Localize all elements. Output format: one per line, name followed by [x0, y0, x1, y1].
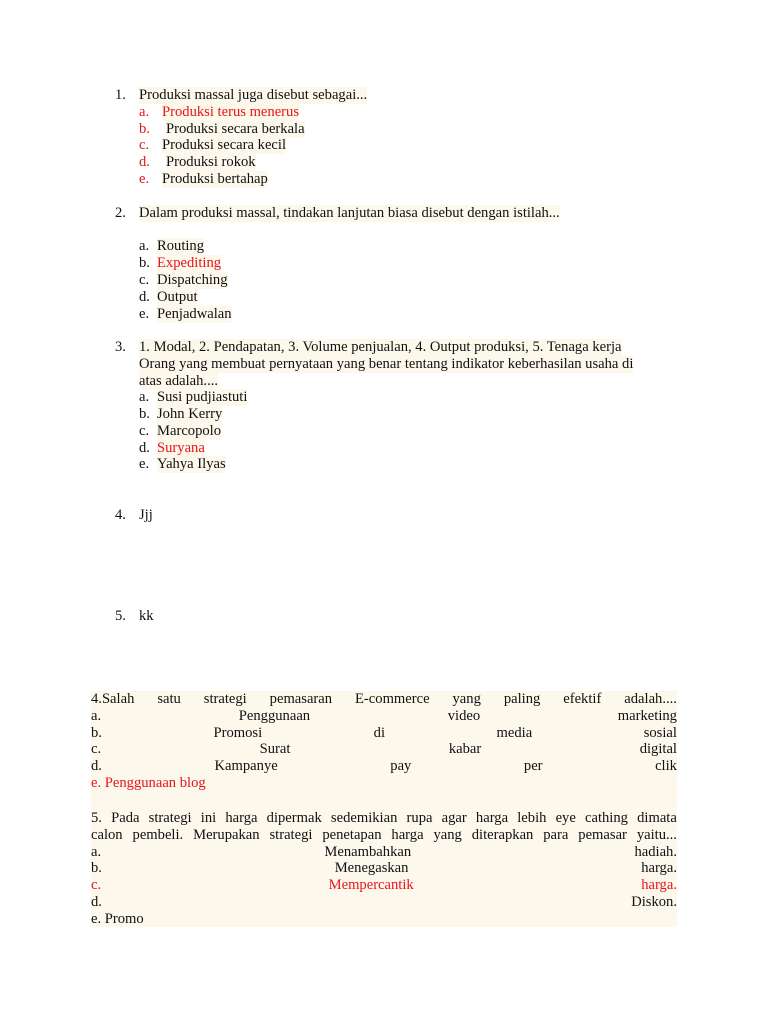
- word: b.: [91, 860, 102, 877]
- option-b: [91, 725, 677, 742]
- word: Menambahkan: [324, 843, 412, 860]
- word: di: [373, 724, 385, 741]
- word: c.: [91, 877, 102, 894]
- word: per: [523, 758, 543, 775]
- word: video: [447, 707, 481, 724]
- option-d: [91, 758, 677, 775]
- option-c: [91, 741, 677, 758]
- word: efektif: [563, 691, 602, 707]
- option-a-answer: Produksi terus menerus: [162, 104, 300, 120]
- word: yang: [433, 826, 462, 843]
- question-text: Dalam produksi massal, tindakan lanjutan biasa disebut dengan istilah...: [139, 205, 560, 221]
- word: Pada: [111, 810, 140, 826]
- question-block-5: [91, 809, 677, 927]
- word: harga.: [641, 860, 677, 877]
- word: Kampanye: [214, 758, 278, 775]
- word: pembeli.: [132, 826, 184, 843]
- option-letter: e.: [139, 456, 150, 472]
- option-b: [91, 860, 677, 877]
- option-letter: a.: [139, 104, 150, 120]
- option-letter: d.: [139, 289, 150, 305]
- question-text-line-1: 1. Modal, 2. Pendapatan, 3. Volume penjualan, 4. Output produksi, 5. Tenaga kerja: [139, 339, 622, 355]
- question-stem-line-1: [91, 810, 677, 827]
- word: diterapkan: [471, 826, 534, 843]
- word: para: [543, 826, 569, 843]
- word: yang: [452, 691, 481, 707]
- word: pay: [390, 758, 412, 775]
- word: Promosi: [213, 724, 263, 741]
- question-text: Produksi massal juga disebut sebagai...: [139, 87, 368, 103]
- option-a: [91, 844, 677, 861]
- option-letter: d.: [139, 154, 150, 170]
- word: satu: [157, 691, 181, 707]
- question-number: 4.: [115, 507, 126, 523]
- word: a.: [91, 707, 102, 724]
- question-stem: [91, 691, 677, 708]
- option-e: [91, 911, 677, 928]
- word: harga.: [641, 877, 677, 894]
- option-d: [91, 894, 677, 911]
- word: Merupakan: [193, 826, 260, 843]
- word: dimata: [637, 810, 677, 826]
- word: digital: [639, 741, 677, 758]
- word: strategi: [269, 826, 313, 843]
- option-b-answer: Expediting: [157, 255, 222, 271]
- word: hadiah.: [634, 843, 677, 860]
- word: sosial: [643, 724, 677, 741]
- option-b: John Kerry: [157, 406, 223, 422]
- question-number: 1.: [115, 87, 126, 103]
- word: Mempercantik: [328, 877, 414, 894]
- word: d.: [91, 893, 102, 910]
- word: Menegaskan: [334, 860, 409, 877]
- option-letter: c.: [139, 137, 150, 153]
- word: Diskon.: [631, 893, 677, 910]
- option-e: Yahya Ilyas: [157, 456, 226, 472]
- option-d-answer: Suryana: [157, 440, 205, 456]
- option-letter: e.: [139, 171, 150, 187]
- word: d.: [91, 758, 102, 775]
- question-text-line-3: atas adalah....: [139, 373, 219, 389]
- word: adalah....: [624, 691, 677, 707]
- word: rupa: [406, 810, 433, 826]
- word: kabar: [448, 741, 482, 758]
- option-e-answer: [91, 775, 677, 792]
- question-stem-line-2: [91, 827, 677, 844]
- option-d: Produksi rokok: [166, 154, 256, 170]
- word: ini: [200, 810, 217, 826]
- question-number: 5.: [115, 608, 126, 624]
- option-letter: c.: [139, 272, 150, 288]
- word: Surat: [259, 741, 291, 758]
- word: cathing: [585, 810, 628, 826]
- word: lebih: [517, 810, 547, 826]
- word: media: [496, 724, 533, 741]
- question-text: kk: [139, 608, 154, 624]
- word: penetapan: [322, 826, 382, 843]
- word: b.: [91, 724, 102, 741]
- option-c-answer: [91, 877, 677, 894]
- option-letter: d.: [139, 440, 150, 456]
- word: E-commerce: [355, 691, 430, 707]
- word: calon: [91, 826, 123, 843]
- word: 4.Salah: [91, 691, 135, 707]
- option-letter: e.: [139, 306, 150, 322]
- question-number: 3.: [115, 339, 126, 355]
- option-a: Susi pudjiastuti: [157, 389, 248, 405]
- word: sedemikian: [330, 810, 398, 826]
- word: harga: [391, 826, 424, 843]
- option-c: Produksi secara kecil: [162, 137, 287, 153]
- option-d: Output: [157, 289, 198, 305]
- question-text: Jjj: [139, 507, 153, 523]
- word: Penggunaan: [238, 707, 311, 724]
- option-text: e. Penggunaan blog: [91, 774, 206, 791]
- word: c.: [91, 741, 102, 758]
- word: paling: [503, 691, 541, 707]
- option-letter: b.: [139, 121, 150, 137]
- word: harga: [475, 810, 509, 826]
- question-number: 2.: [115, 205, 126, 221]
- option-letter: b.: [139, 406, 150, 422]
- option-a: [91, 708, 677, 725]
- option-a: Routing: [157, 238, 205, 254]
- option-b: Produksi secara berkala: [166, 121, 305, 137]
- option-letter: a.: [139, 238, 150, 254]
- question-text-line-2: Orang yang membuat pernyataan yang benar tentang indikator keberhasilan usaha di: [139, 356, 634, 372]
- question-block-4: [91, 691, 677, 809]
- option-e: Produksi bertahap: [162, 171, 268, 187]
- word: strategi: [148, 810, 192, 826]
- word: agar: [441, 810, 467, 826]
- word: dipermak: [266, 810, 322, 826]
- word: yaitu...: [636, 826, 677, 843]
- word: eye: [555, 810, 576, 826]
- word: pemasar: [578, 826, 627, 843]
- word: strategi: [203, 691, 247, 707]
- word: marketing: [617, 707, 677, 724]
- option-letter: b.: [139, 255, 150, 271]
- option-c: Marcopolo: [157, 423, 222, 439]
- option-letter: c.: [139, 423, 150, 439]
- option-e: Penjadwalan: [157, 306, 232, 322]
- word: pemasaran: [269, 691, 333, 707]
- word: a.: [91, 843, 102, 860]
- word: clik: [655, 758, 677, 775]
- option-c: Dispatching: [157, 272, 228, 288]
- word: 5.: [91, 810, 102, 826]
- option-letter: a.: [139, 389, 150, 405]
- option-text: e. Promo: [91, 910, 144, 927]
- word: harga: [225, 810, 258, 826]
